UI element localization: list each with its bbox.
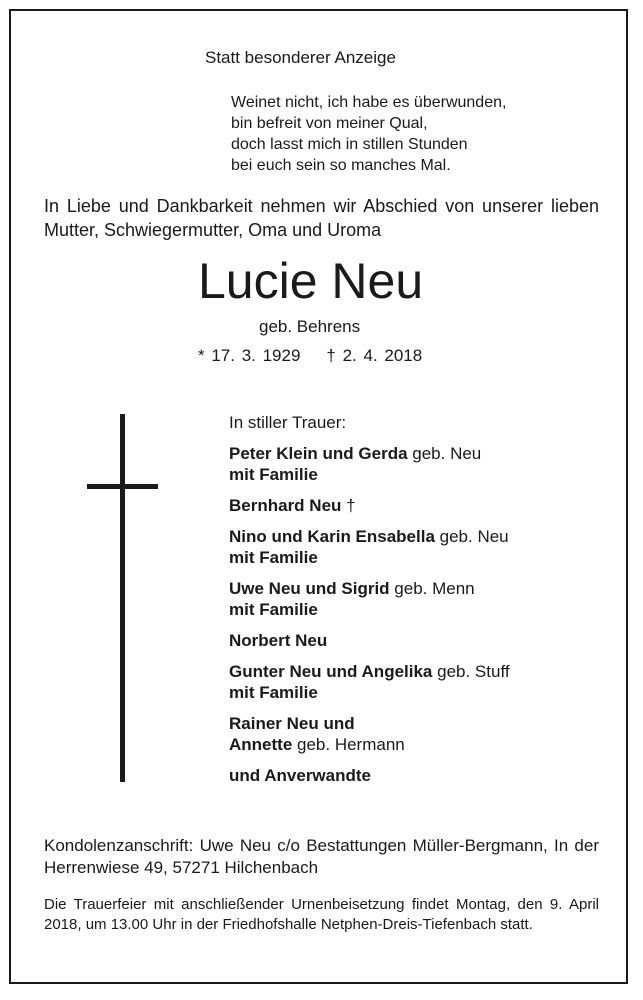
mourner-names: Bernhard Neu [229,496,342,515]
mourner-entry [229,713,510,755]
poem-line: bei euch sein so manches Mal. [231,157,451,174]
mourner-names: Norbert Neu [229,631,328,650]
mourner-family: mit Familie [229,465,318,484]
deceased-name: Lucie Neu [198,253,424,309]
poem-line: Weinet nicht, ich habe es überwunden, [231,94,507,111]
mourner-suffix: † [341,496,356,515]
mourner-names: Rainer Neu und [229,714,355,733]
maiden-name: geb. Behrens [259,317,361,336]
cross-icon-bar [87,484,158,489]
mourners-list [229,412,510,786]
death-date: † 2. 4. 2018 [326,346,423,365]
mourner-family: mit Familie [229,683,318,702]
mourner-names: Nino und Karin Ensabella [229,527,435,546]
mourner-entry [229,443,510,485]
mourner-suffix: geb. Menn [389,579,475,598]
mourners-heading: In stiller Trauer: [229,413,347,432]
mourner-family: mit Familie [229,548,318,567]
mourners-closing: und Anverwandte [229,766,371,785]
mourner-suffix: geb. Hermann [292,735,405,754]
funeral-notice: Die Trauerfeier mit anschließender Urnenbeisetzung findet Montag, den 9. April 2018, um 13.00 Uhr in der Friedhofshalle Netphen-Dreis-Tiefenbach statt. [44,896,599,933]
mourner-names: Annette [229,735,293,754]
poem-line: bin befreit von meiner Qual, [231,115,428,132]
mourner-entry [229,578,510,620]
poem [231,92,506,176]
mourner-entry [229,495,510,516]
life-dates [198,346,422,366]
birth-date: * 17. 3. 1929 [198,346,301,365]
mourner-entry [229,630,510,651]
announcement-header: Statt besonderer Anzeige [205,48,396,67]
poem-line: doch lasst mich in stillen Stunden [231,136,468,153]
mourner-names: Uwe Neu und Sigrid [229,579,390,598]
mourner-suffix: geb. Neu [407,444,482,463]
mourner-names: Gunter Neu und Angelika [229,662,433,681]
mourner-family: mit Familie [229,600,318,619]
mourner-suffix: geb. Neu [434,527,509,546]
intro-text: In Liebe und Dankbarkeit nehmen wir Abschied von unserer lieben Mutter, Schwiegermutter, Oma und Uroma [44,196,599,240]
cross-icon [120,414,125,782]
mourner-entry [229,661,510,703]
mourner-entry [229,526,510,568]
mourner-suffix: geb. Stuff [432,662,510,681]
mourner-names: Peter Klein und Gerda [229,444,408,463]
condolence-address: Kondolenzanschrift: Uwe Neu c/o Bestattungen Müller-Bergmann, In der Herrenwiese 49, 57271 Hilchenbach [44,836,599,877]
